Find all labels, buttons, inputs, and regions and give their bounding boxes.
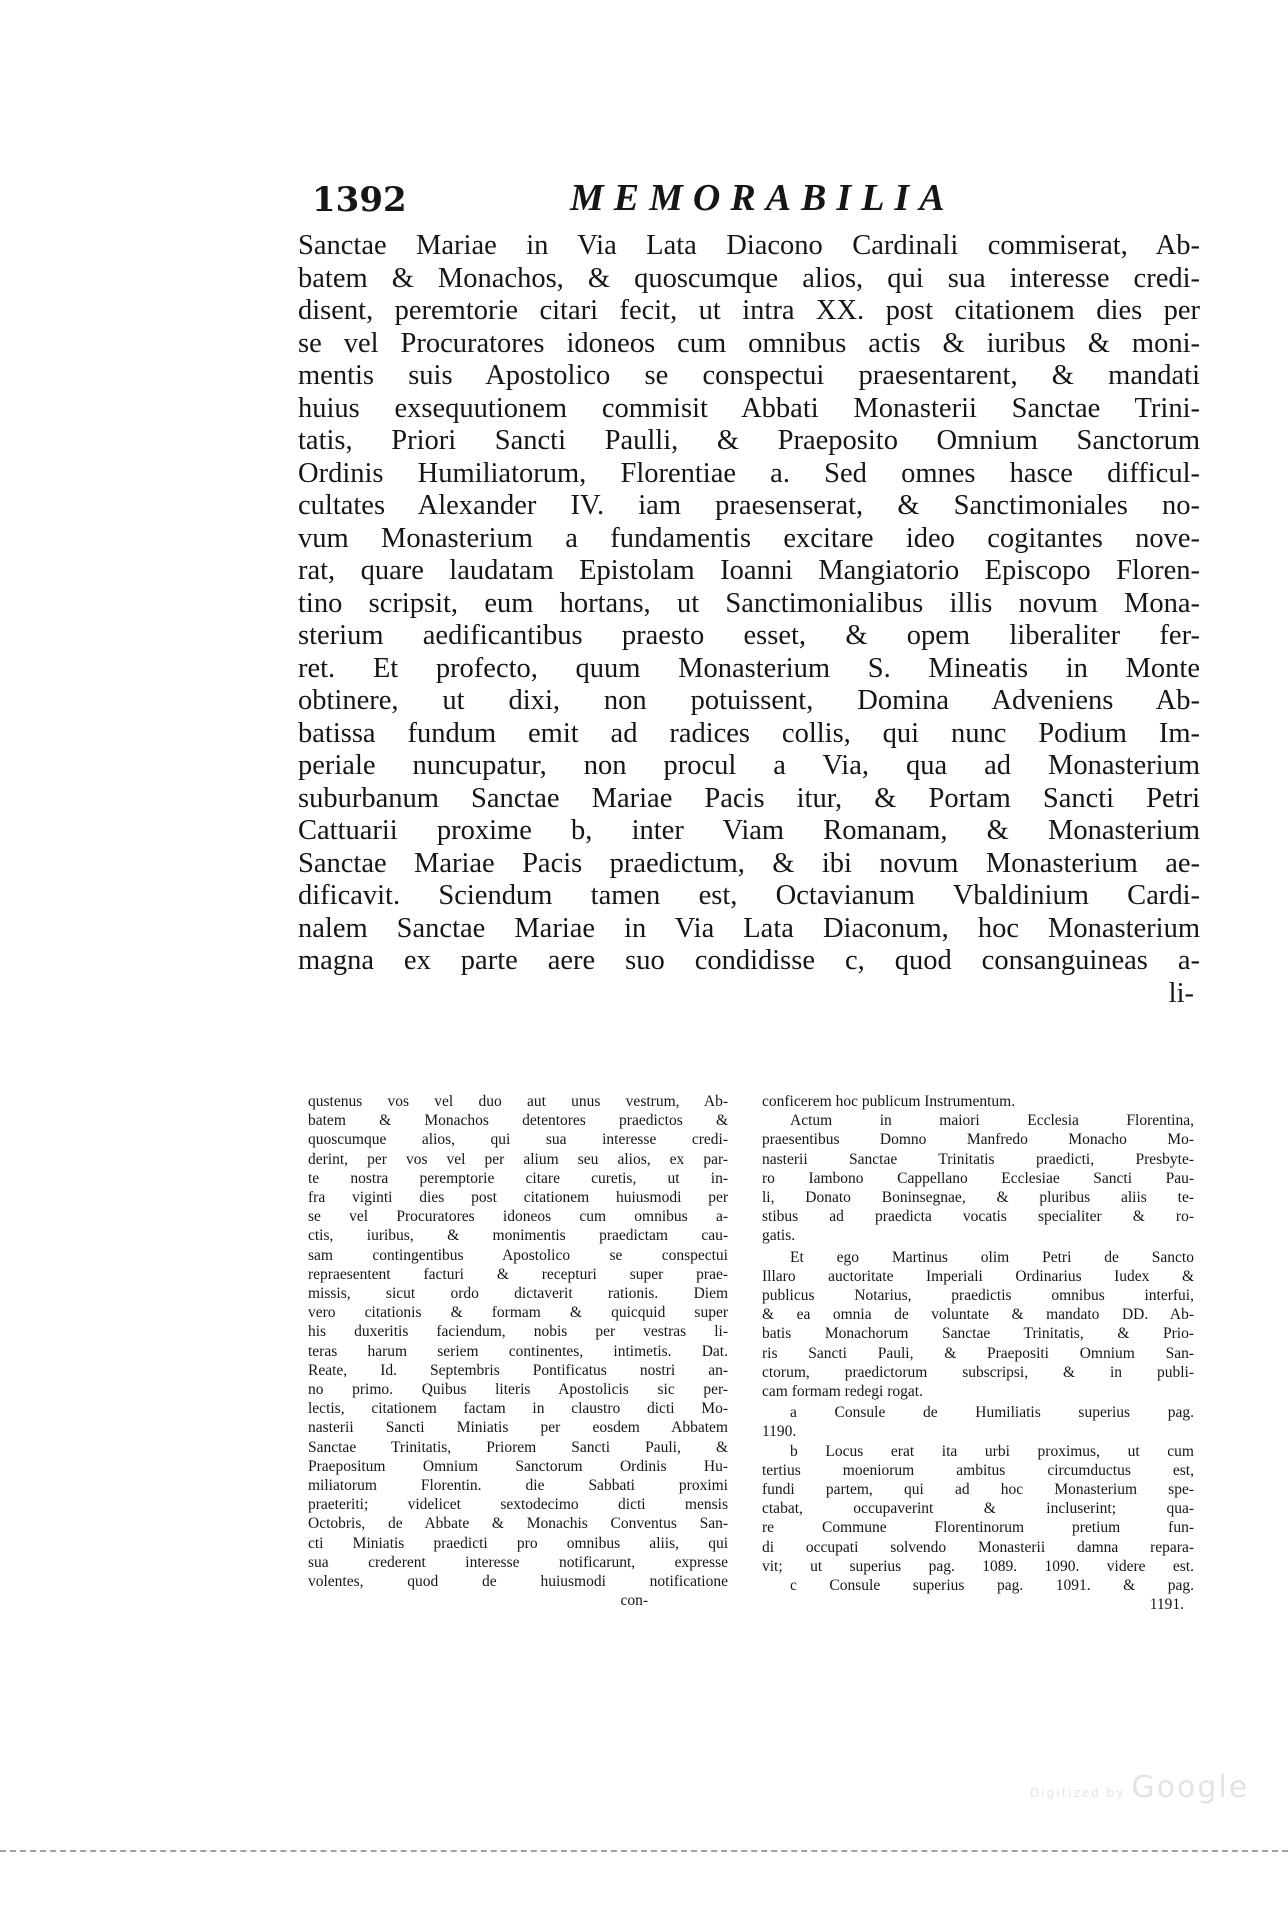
left-line: volentes, quod de huiusmodi notificatione [308, 1573, 728, 1591]
left-line: vero citationis & formam & quicquid super [308, 1304, 728, 1322]
right-line: vit; ut superius pag. 1089. 1090. videre est. [762, 1557, 1194, 1575]
main-line: Cattuarii proxime b, inter Viam Romanam, & Monasterium [298, 815, 1200, 846]
right-line: di occupati solvendo Monasterii damna repara- [762, 1538, 1194, 1556]
left-line: Reate, Id. Septembris Pontificatus nostri an- [308, 1361, 728, 1379]
left-line: derint, per vos vel per alium seu alios, ex par- [308, 1150, 728, 1168]
right-line: ris Sancti Pauli, & Praepositi Omnium San- [762, 1344, 1194, 1362]
main-line: obtinere, ut dixi, non potuissent, Domina Adveniens Ab- [298, 685, 1200, 716]
footnote-column-left [308, 1092, 728, 1610]
left-line: ctis, iuribus, & monimentis praedictam cau- [308, 1227, 728, 1245]
left-line: no primo. Quibus literis Apostolicis sic per- [308, 1381, 728, 1399]
right-line: publicus Notarius, praedictis omnibus interfui, [762, 1287, 1194, 1305]
main-line: sterium aedificantibus praesto esset, & opem liberaliter fer- [298, 620, 1200, 651]
right-line: ctorum, praedictorum subscripsi, & in publi- [762, 1363, 1194, 1381]
left-line: nasterii Sancti Miniatis per eosdem Abbatem [308, 1419, 728, 1437]
main-line: vum Monasterium a fundamentis excitare ideo cogitantes nove- [298, 522, 1200, 554]
digitized-watermark [1030, 1770, 1249, 1805]
right-line: praesentibus Domno Manfredo Monacho Mo- [762, 1131, 1194, 1149]
left-line: sam contingentibus Apostolico se conspectui [308, 1246, 728, 1264]
main-line: periale nuncupatur, non procul a Via, qua ad Monasterium [298, 750, 1200, 781]
footnote-c: c Consule superius pag. 1091. & pag. [790, 1577, 1194, 1595]
main-catchword: li- [1168, 977, 1194, 1009]
main-line: suburbanum Sanctae Mariae Pacis itur, & Portam Sancti Petri [298, 782, 1200, 814]
right-line: Actum in maiori Ecclesia Florentina, [790, 1112, 1194, 1130]
main-line: batissa fundum emit ad radices collis, qui nunc Podium Im- [298, 717, 1200, 749]
main-line: cultates Alexander IV. iam praesenserat, & Sanctimoniales no- [298, 490, 1200, 521]
right-line: cam formam redegi rogat. [762, 1383, 923, 1401]
right-line: gatis. [762, 1227, 796, 1245]
left-line: cti Miniatis praedicti pro omnibus aliis, qui [308, 1534, 728, 1552]
right-line: Et ego Martinus olim Petri de Sancto [790, 1248, 1194, 1266]
main-line: disent, peremtorie citari fecit, ut intra XX. post citationem dies per [298, 295, 1200, 326]
left-line: quoscumque alios, qui sua interesse credi- [308, 1131, 728, 1149]
main-line: magna ex parte aere suo condidisse c, quod consanguineas a- [298, 945, 1200, 976]
right-catchword: 1191. [1149, 1596, 1184, 1614]
footnote-b: b Locus erat ita urbi proximus, ut cum [790, 1442, 1194, 1460]
main-line: se vel Procuratores idoneos cum omnibus actis & iuribus & moni- [298, 327, 1200, 359]
left-line: Praepositum Omnium Sanctorum Ordinis Hu- [308, 1457, 728, 1475]
left-line: Sanctae Trinitatis, Priorem Sancti Pauli, & [308, 1438, 728, 1456]
main-line: huius exsequutionem commisit Abbati Monasterii Sanctae Trini- [298, 392, 1200, 424]
right-line: fundi partem, qui ad hoc Monasterium spe- [762, 1481, 1194, 1499]
watermark-brand: Google [1131, 1770, 1250, 1805]
left-line: miliatorum Florentin. die Sabbati proximi [308, 1477, 728, 1495]
main-line: Sanctae Mariae in Via Lata Diacono Cardinali commiserat, Ab- [298, 230, 1200, 261]
left-line: teras harum seriem continentes, intimetis. Dat. [308, 1342, 728, 1360]
main-line: Sanctae Mariae Pacis praedictum, & ibi novum Monasterium ae- [298, 847, 1200, 879]
main-line: rat, quare laudatam Epistolam Ioanni Mangiatorio Episcopo Floren- [298, 555, 1200, 586]
footnote-a: a Consule de Humiliatis superius pag. [790, 1404, 1194, 1422]
right-line: ctabat, occupaverint & incluserint; qua- [762, 1500, 1194, 1518]
left-line: te nostra peremptorie citare curetis, ut in- [308, 1169, 728, 1187]
left-line: fra viginti dies post citationem huiusmodi per [308, 1189, 728, 1207]
right-line: tertius moeniorum ambitus circumductus est, [762, 1461, 1194, 1479]
main-line: dificavit. Sciendum tamen est, Octavianum Vbaldinium Cardi- [298, 880, 1200, 911]
page-bottom-edge [0, 1850, 1288, 1852]
right-line: Illaro auctoritate Imperiali Ordinarius Iudex & [762, 1267, 1194, 1285]
main-line: tino scripsit, eum hortans, ut Sanctimonialibus illis novum Mona- [298, 587, 1200, 619]
left-line: qustenus vos vel duo aut unus vestrum, Ab- [308, 1093, 728, 1110]
main-line: Ordinis Humiliatorum, Florentiae a. Sed omnes hasce difficul- [298, 457, 1200, 489]
right-line: re Commune Florentinorum pretium fun- [762, 1519, 1194, 1537]
left-catchword: con- [620, 1592, 648, 1610]
main-line: nalem Sanctae Mariae in Via Lata Diaconum, hoc Monasterium [298, 912, 1200, 944]
footnote-column-right [762, 1092, 1194, 1614]
right-line: & ea omnia de voluntate & mandato DD. Ab- [762, 1306, 1194, 1324]
main-line: batem & Monachos, & quoscumque alios, qui sua interesse credi- [298, 262, 1200, 294]
left-line: se vel Procuratores idoneos cum omnibus a- [308, 1208, 728, 1226]
right-line: ro Iambono Cappellano Ecclesiae Sancti Pau- [762, 1169, 1194, 1187]
right-line: conficerem hoc publicum Instrumentum. [762, 1093, 1016, 1110]
left-line: praeteriti; videlicet sextodecimo dicti mensis [308, 1496, 728, 1514]
left-line: lectis, citationem factam in claustro dicti Mo- [308, 1400, 728, 1418]
main-line: ret. Et profecto, quum Monasterium S. Mineatis in Monte [298, 652, 1200, 684]
right-line: li, Donato Boninsegnae, & pluribus aliis te- [762, 1189, 1194, 1207]
right-line: nasterii Sanctae Trinitatis praedicti, Presbyte- [762, 1150, 1194, 1168]
main-line: mentis suis Apostolico se conspectui praesentarent, & mandati [298, 360, 1200, 391]
right-line: stibus ad praedicta vocatis specialiter & ro- [762, 1208, 1194, 1226]
watermark-prefix: Digitized by [1030, 1786, 1126, 1800]
left-line: Octobris, de Abbate & Monachis Conventus San- [308, 1515, 728, 1533]
left-line: his duxeritis faciendum, nobis per vestras li- [308, 1323, 728, 1341]
left-line: repraesentent facturi & recepturi super prae- [308, 1265, 728, 1283]
main-line: tatis, Priori Sancti Paulli, & Praeposito Omnium Sanctorum [298, 425, 1200, 456]
main-text-block [298, 230, 1200, 1010]
running-title: MEMORABILIA [570, 177, 955, 219]
right-line: batis Monachorum Sanctae Trinitatis, & Prio- [762, 1325, 1194, 1343]
left-line: batem & Monachos detentores praedictos & [308, 1112, 728, 1130]
running-head [312, 176, 1212, 226]
right-line: 1190. [762, 1423, 797, 1441]
left-line: missis, sicut ordo dictaverit rationis. Diem [308, 1285, 728, 1303]
left-line: sua crederent interesse notificarunt, expresse [308, 1553, 728, 1571]
page-number: 1392 [312, 180, 407, 220]
